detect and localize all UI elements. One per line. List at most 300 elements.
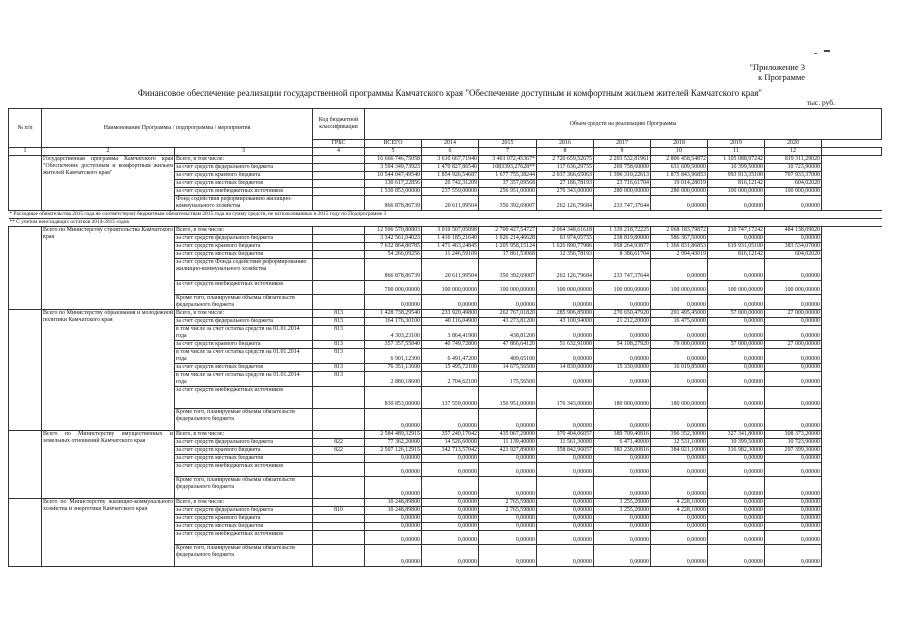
- year-value-cell: 350 392,69007: [479, 259, 537, 281]
- funding-source-cell: Кроме того, планируемые объемы обязательств федерального бюджета: [175, 545, 313, 567]
- year-value-cell: 3 864,41900: [422, 326, 479, 341]
- year-value-cell: 6 491,47200: [422, 349, 479, 364]
- funding-source-cell: за счет средств краевого бюджета: [175, 172, 313, 180]
- grbs-cell: [313, 409, 365, 431]
- year-value-cell: 0,00000: [537, 531, 594, 545]
- funding-source-cell: Всего, в том числе:: [175, 227, 313, 235]
- year-value-cell: 0,00000: [708, 455, 765, 463]
- grbs-cell: [313, 188, 365, 196]
- year-value-cell: 0,00000: [708, 463, 765, 477]
- year-value-cell: 0,00000: [651, 523, 708, 531]
- total-value-cell: 0,00000: [365, 295, 422, 310]
- year-value-cell: 0,00000: [422, 507, 479, 515]
- year-value-cell: 0,00000: [537, 515, 594, 523]
- year-value-cell: 409,65100: [479, 349, 537, 364]
- total-value-cell: 164 176,30100: [365, 318, 422, 326]
- funding-source-cell: за счет средств местных бюджетов: [175, 251, 313, 259]
- year-value-cell: 0,00000: [651, 545, 708, 567]
- grbs-cell: [313, 387, 365, 409]
- year-value-cell: 0,00000: [537, 523, 594, 531]
- year-value-cell: 100 000,00000: [537, 281, 594, 295]
- year-value-cell: 0,00000: [708, 364, 765, 372]
- total-value-cell: 0,00000: [365, 545, 422, 567]
- year-value-cell: 51 632,91000: [537, 341, 594, 349]
- year-value-cell: 0,00000: [651, 349, 708, 364]
- year-value-cell: 0,00000: [765, 409, 822, 431]
- year-value-cell: 0,00000: [708, 235, 765, 243]
- total-value-cell: 357 357,55840: [365, 341, 422, 349]
- funding-source-cell: за счет средств федерального бюджета: [175, 439, 313, 447]
- year-value-cell: 423 927,89000: [479, 447, 537, 455]
- header-year: 2019: [708, 140, 765, 148]
- header-year: 2015: [479, 140, 537, 148]
- year-value-cell: 1 366 831,86853: [651, 243, 708, 251]
- year-value-cell: 358 842,96057: [537, 447, 594, 455]
- year-value-cell: 10 723,90000: [765, 439, 822, 447]
- year-value-cell: 0,00000: [765, 499, 822, 507]
- year-value-cell: 383 534,07000: [765, 243, 822, 251]
- year-value-cell: 10 399,50000: [708, 164, 765, 172]
- year-value-cell: 0,00000: [708, 387, 765, 409]
- col-number: 6: [422, 148, 479, 156]
- program-name-cell: Всего по Министерству жилищно-коммунального хозяйства и энергетики Камчатского края: [42, 499, 175, 567]
- col-number: 5: [365, 148, 422, 156]
- year-value-cell: 0,00000: [537, 499, 594, 507]
- year-value-cell: 0,00000: [765, 455, 822, 463]
- col-number: 12: [765, 148, 822, 156]
- grbs-cell: 822: [313, 447, 365, 455]
- year-value-cell: 0,00000: [708, 507, 765, 515]
- year-value-cell: 586 367,50000: [651, 235, 708, 243]
- year-value-cell: 383 238,00816: [594, 447, 651, 455]
- year-value-cell: 1 105 088,97242: [708, 156, 765, 164]
- header-funds: Объем средств на реализацию Программы: [365, 109, 882, 140]
- year-value-cell: 21 212,20000: [594, 318, 651, 326]
- year-value-cell: 0,00000: [422, 545, 479, 567]
- funding-source-cell: Фонд содействия реформированию жилищно-коммунального хозяйства: [175, 196, 313, 211]
- table-row: [9, 431, 882, 439]
- total-value-cell: 7 632 864,80785: [365, 243, 422, 251]
- total-value-cell: 3 342 561,04023: [365, 235, 422, 243]
- year-value-cell: 276 343,00000: [537, 188, 594, 196]
- total-value-cell: 700 000,00000: [365, 281, 422, 295]
- grbs-cell: 813: [313, 341, 365, 349]
- year-value-cell: 0,00000: [422, 515, 479, 523]
- year-value-cell: 0,00000: [594, 455, 651, 463]
- grbs-cell: [313, 463, 365, 477]
- year-value-cell: 15 495,72100: [422, 364, 479, 372]
- year-value-cell: 308 373,20000: [765, 431, 822, 439]
- year-value-cell: 180 000,00000: [594, 387, 651, 409]
- year-value-cell: 0,00000: [479, 477, 537, 499]
- year-value-cell: 2 203 532,81961: [594, 156, 651, 164]
- year-value-cell: 233 747,37644: [594, 196, 651, 211]
- year-value-cell: 0,00000: [651, 295, 708, 310]
- total-value-cell: 3 594 349,73923: [365, 164, 422, 172]
- year-value-cell: 233 747,37644: [594, 259, 651, 281]
- header-code: Код бюджетной классификации: [313, 109, 365, 140]
- year-value-cell: 0,00000: [765, 463, 822, 477]
- year-value-cell: 0,00000: [651, 372, 708, 387]
- grbs-cell: 822: [313, 439, 365, 447]
- corner-mark: [824, 50, 830, 52]
- total-value-cell: 76 351,13600: [365, 364, 422, 372]
- year-value-cell: 0,00000: [479, 463, 537, 477]
- header-year: 2014: [422, 140, 479, 148]
- year-value-cell: 0,00000: [708, 545, 765, 567]
- col-number: 4: [313, 148, 365, 156]
- year-value-cell: 0,00000: [422, 295, 479, 310]
- col-number: 3: [175, 148, 313, 156]
- total-value-cell: 830 853,00000: [365, 387, 422, 409]
- year-value-cell: 6 471,40000: [594, 439, 651, 447]
- year-value-cell: 1 875 843,96853: [651, 172, 708, 180]
- year-value-cell: 3 255,20000: [594, 507, 651, 515]
- funding-source-cell: за счет средств краевого бюджета: [175, 447, 313, 455]
- year-value-cell: 0,00000: [422, 523, 479, 531]
- funding-source-cell: Всего, в том числе:: [175, 310, 313, 318]
- funding-source-cell: за счет средств внебюджетных источников: [175, 281, 313, 295]
- year-value-cell: 27 000,00000: [765, 310, 822, 318]
- year-value-cell: 0,00000: [479, 455, 537, 463]
- year-value-cell: 11 139,40000: [479, 439, 537, 447]
- year-value-cell: 357 240,17042: [422, 431, 479, 439]
- funding-source-cell: Всего, в том числе:: [175, 499, 313, 507]
- year-value-cell: 233 920,49800: [422, 310, 479, 318]
- year-value-cell: 816,12142: [708, 180, 765, 188]
- year-value-cell: 2 700 427,54727: [479, 227, 537, 235]
- funding-source-cell: Кроме того, планируемые объемы обязательств федерального бюджета: [175, 295, 313, 310]
- year-value-cell: 396 352,30000: [651, 431, 708, 439]
- year-value-cell: 0,00000: [537, 372, 594, 387]
- year-value-cell: 0,00000: [708, 318, 765, 326]
- year-value-cell: 0,00000: [708, 259, 765, 281]
- total-value-cell: 1 530 853,00000: [365, 188, 422, 196]
- funding-source-cell: за счет средств внебюджетных источников: [175, 188, 313, 196]
- total-value-cell: 10 544 047,49540: [365, 172, 422, 180]
- year-value-cell: 389 709,40816: [594, 431, 651, 439]
- year-value-cell: 0,00000: [765, 318, 822, 326]
- funding-source-cell: за счет средств краевого бюджета: [175, 341, 313, 349]
- year-value-cell: 0,00000: [479, 295, 537, 310]
- col-number: 9: [594, 148, 651, 156]
- table-row: [9, 310, 882, 318]
- total-value-cell: 866 878,86739: [365, 259, 422, 281]
- year-value-cell: 604,02020: [765, 251, 822, 259]
- year-value-cell: 1 416 185,21640: [422, 235, 479, 243]
- year-value-cell: 0,00000: [765, 295, 822, 310]
- year-value-cell: 0,00000: [765, 387, 822, 409]
- year-value-cell: 0,00000: [422, 409, 479, 431]
- document-title: Финансовое обеспечение реализации государственной программы Камчатского края "Обеспечение доступным и комфортным жильем жителей Камчатского края": [137, 88, 763, 98]
- year-value-cell: 0,00000: [708, 515, 765, 523]
- year-value-cell: 2 064 348,61618: [537, 227, 594, 235]
- year-value-cell: 20 611,99504: [422, 196, 479, 211]
- funding-source-cell: за счет средств федерального бюджета: [175, 235, 313, 243]
- funding-source-cell: Кроме того, планируемые объемы обязательств федерального бюджета: [175, 409, 313, 431]
- year-value-cell: 269 758,60000: [594, 164, 651, 172]
- col-number: 7: [479, 148, 537, 156]
- funding-source-cell: за счет средств федерального бюджета: [175, 318, 313, 326]
- year-value-cell: 11 561,30000: [537, 439, 594, 447]
- funding-source-cell: за счет средств краевого бюджета: [175, 243, 313, 251]
- year-value-cell: 0,00000: [765, 515, 822, 523]
- year-value-cell: 0,00000: [651, 463, 708, 477]
- year-value-cell: 0,00000: [537, 349, 594, 364]
- year-value-cell: 117 636,29755: [537, 164, 594, 172]
- year-value-cell: 27 000,00000: [765, 341, 822, 349]
- year-value-cell: 12 531,10000: [651, 439, 708, 447]
- year-value-cell: 2 765,59800: [479, 499, 537, 507]
- total-value-cell: 1 428 738,29540: [365, 310, 422, 318]
- funding-source-cell: за счет средств местных бюджетов: [175, 455, 313, 463]
- year-value-cell: 816,12142: [708, 251, 765, 259]
- year-value-cell: 327 341,80000: [708, 431, 765, 439]
- year-value-cell: 0,00000: [708, 499, 765, 507]
- grbs-cell: [313, 164, 365, 172]
- year-value-cell: 11 246,59109: [422, 251, 479, 259]
- financing-table: [8, 108, 882, 567]
- year-value-cell: 4 228,10000: [651, 499, 708, 507]
- grbs-cell: [313, 243, 365, 251]
- table-row: [9, 499, 882, 507]
- funding-source-cell: за счет средств федерального бюджета: [175, 164, 313, 172]
- row-number-cell: [9, 499, 42, 567]
- grbs-cell: [313, 523, 365, 531]
- year-value-cell: 0,00000: [594, 372, 651, 387]
- year-value-cell: 342 713,57042: [422, 447, 479, 455]
- grbs-cell: [313, 227, 365, 235]
- appendix-line-2: к Программе: [758, 72, 805, 82]
- year-value-cell: 0,00000: [708, 477, 765, 499]
- total-value-cell: 54 266,09256: [365, 251, 422, 259]
- year-value-cell: 100 000,00000: [651, 281, 708, 295]
- col-number: 8: [537, 148, 594, 156]
- year-value-cell: 0,00000: [537, 463, 594, 477]
- year-value-cell: 100 000,00000: [765, 281, 822, 295]
- year-value-cell: 0,00000: [594, 515, 651, 523]
- year-value-cell: 0,00000: [765, 372, 822, 387]
- grbs-cell: [313, 531, 365, 545]
- header-total: ВСЕГО: [365, 140, 422, 148]
- total-value-cell: 0,00000: [365, 515, 422, 523]
- year-value-cell: 262 126,79684: [537, 196, 594, 211]
- table-row: [9, 156, 882, 164]
- year-value-cell: 1 677 755,38244: [479, 172, 537, 180]
- year-value-cell: 100 000,00000: [708, 281, 765, 295]
- total-value-cell: 130 617,22856: [365, 180, 422, 188]
- year-value-cell: 0,00000: [479, 545, 537, 567]
- program-name-cell: Всего по Министерству образования и молодежной политики Камчатского края: [42, 310, 175, 431]
- year-value-cell: 0,00000: [422, 463, 479, 477]
- year-value-cell: 2 806 458,54872: [651, 156, 708, 164]
- year-value-cell: 256 951,00000: [479, 188, 537, 196]
- total-value-cell: 16 666 746,75058: [365, 156, 422, 164]
- funding-source-cell: за счет средств местных бюджетов: [175, 180, 313, 188]
- year-value-cell: 438,81200: [479, 326, 537, 341]
- year-value-cell: 435 067,29000: [479, 431, 537, 439]
- year-value-cell: 0,00000: [651, 196, 708, 211]
- year-value-cell: 0,00000: [479, 531, 537, 545]
- year-value-cell: 280 000,00000: [651, 188, 708, 196]
- grbs-cell: [313, 477, 365, 499]
- funding-source-cell: за счет средств внебюджетных источников: [175, 463, 313, 477]
- year-value-cell: 0,00000: [765, 349, 822, 364]
- funding-source-cell: в том числе за счет остатка средств на 01.01.2014 года: [175, 349, 313, 364]
- funding-source-cell: за счет средств внебюджетных источников: [175, 531, 313, 545]
- year-value-cell: 0,00000: [708, 349, 765, 364]
- year-value-cell: 3 019 507,05098: [422, 227, 479, 235]
- year-value-cell: 0,00000: [765, 196, 822, 211]
- year-value-cell: 0,00000: [708, 326, 765, 341]
- funding-source-cell: в том числе за счет остатка средств на 01.01.2014 года: [175, 326, 313, 341]
- grbs-cell: [313, 235, 365, 243]
- year-value-cell: 2 994,43019: [651, 251, 708, 259]
- total-value-cell: 6 901,12300: [365, 349, 422, 364]
- year-value-cell: 0,00000: [651, 477, 708, 499]
- year-value-cell: 43 100,94000: [537, 318, 594, 326]
- year-value-cell: 631 609,50000: [651, 164, 708, 172]
- year-value-cell: 1 470 827,86540: [422, 164, 479, 172]
- grbs-cell: [313, 180, 365, 188]
- year-value-cell: 0,00000: [651, 409, 708, 431]
- funding-source-cell: за счет средств местных бюджетов: [175, 364, 313, 372]
- year-value-cell: 0,00000: [765, 364, 822, 372]
- year-value-cell: 0,00000: [537, 507, 594, 515]
- col-number: 11: [708, 148, 765, 156]
- year-value-cell: 63 974,05755: [537, 235, 594, 243]
- grbs-cell: [313, 156, 365, 164]
- year-value-cell: 1083393,27628**: [479, 164, 537, 172]
- footnote-text: * Расходные обязательства 2015 года не соответствуют бюджетным обязательствам 2015 года на сумму средств, не использованных в 2015 году по Подпрограмме 3: [9, 211, 882, 219]
- year-value-cell: 0,00000: [479, 523, 537, 531]
- year-value-cell: 707 933,37000: [765, 172, 822, 180]
- year-value-cell: 0,00000: [537, 295, 594, 310]
- header-year: 2018: [651, 140, 708, 148]
- funding-source-cell: за счет средств краевого бюджета: [175, 515, 313, 523]
- year-value-cell: 0,00000: [537, 326, 594, 341]
- total-value-cell: 0,00000: [365, 409, 422, 431]
- grbs-cell: [313, 515, 365, 523]
- year-value-cell: 3 610 667,71940: [422, 156, 479, 164]
- year-value-cell: 2 704,62100: [422, 372, 479, 387]
- year-value-cell: 0,00000: [651, 326, 708, 341]
- year-value-cell: 47 866,64120: [479, 341, 537, 349]
- year-value-cell: 0,00000: [708, 531, 765, 545]
- year-value-cell: 0,00000: [765, 477, 822, 499]
- year-value-cell: 262 767,01820: [479, 310, 537, 318]
- col-number: 10: [651, 148, 708, 156]
- year-value-cell: 2 765,59800: [479, 507, 537, 515]
- year-value-cell: 54 108,27920: [594, 341, 651, 349]
- year-value-cell: 0,00000: [708, 409, 765, 431]
- year-value-cell: 3 401 072,45367*: [479, 156, 537, 164]
- funding-source-cell: за счет средств местных бюджетов: [175, 523, 313, 531]
- year-value-cell: 0,00000: [479, 409, 537, 431]
- year-value-cell: 0,00000: [594, 477, 651, 499]
- year-value-cell: 100 000,00000: [765, 188, 822, 196]
- year-value-cell: 15 330,00000: [594, 364, 651, 372]
- year-value-cell: 100 000,00000: [479, 281, 537, 295]
- year-value-cell: 2 037 366,65063: [537, 172, 594, 180]
- year-value-cell: 1 854 926,54687: [422, 172, 479, 180]
- year-value-cell: 0,00000: [765, 326, 822, 341]
- year-value-cell: 0,00000: [594, 326, 651, 341]
- year-value-cell: 1 471 463,24845: [422, 243, 479, 251]
- units-label: тыс. руб.: [806, 98, 835, 107]
- year-value-cell: 57 000,00000: [708, 341, 765, 349]
- year-value-cell: 1 339 218,72225: [594, 227, 651, 235]
- year-value-cell: 0,00000: [594, 463, 651, 477]
- row-number-cell: [9, 310, 42, 431]
- year-value-cell: 100 000,00000: [708, 188, 765, 196]
- year-value-cell: 0,00000: [594, 295, 651, 310]
- year-value-cell: 316 982,30000: [708, 447, 765, 455]
- footnote-row: [9, 211, 882, 219]
- year-value-cell: 819 311,29020: [765, 156, 822, 164]
- year-value-cell: 14 526,60000: [422, 439, 479, 447]
- grbs-cell: [313, 196, 365, 211]
- grbs-cell: 813: [313, 326, 365, 341]
- total-value-cell: 866 878,86739: [365, 196, 422, 211]
- total-value-cell: 10 248,89800: [365, 499, 422, 507]
- year-value-cell: 0,00000: [594, 545, 651, 567]
- year-value-cell: 1 626 890,77986: [537, 243, 594, 251]
- year-value-cell: 297 399,30000: [765, 447, 822, 455]
- year-value-cell: 0,00000: [651, 531, 708, 545]
- funding-source-cell: за счет средств внебюджетных источников: [175, 387, 313, 409]
- year-value-cell: 156 951,00000: [479, 387, 537, 409]
- row-number-cell: [9, 431, 42, 499]
- year-value-cell: 291 495,45000: [651, 310, 708, 318]
- year-value-cell: 4 228,10000: [651, 507, 708, 515]
- column-number-row: [9, 148, 882, 156]
- funding-source-cell: Кроме того, планируемые объемы обязательств федерального бюджета: [175, 477, 313, 499]
- total-value-cell: 4 303,23100: [365, 326, 422, 341]
- table-row: [9, 227, 882, 235]
- year-value-cell: 57 000,00000: [708, 310, 765, 318]
- year-value-cell: 0,00000: [422, 499, 479, 507]
- year-value-cell: 0,00000: [594, 349, 651, 364]
- header-grbs: ГРБС: [313, 140, 365, 148]
- year-value-cell: 0,00000: [708, 295, 765, 310]
- grbs-cell: 813: [313, 364, 365, 372]
- year-value-cell: 484 138,09020: [765, 227, 822, 235]
- year-value-cell: 0,00000: [708, 196, 765, 211]
- program-name-cell: Всего по Министерству строительства Камчатского края: [42, 227, 175, 310]
- year-value-cell: 27 186,78193: [537, 180, 594, 188]
- year-value-cell: 0,00000: [651, 259, 708, 281]
- funding-source-cell: за счет средств федерального бюджета: [175, 507, 313, 515]
- year-value-cell: 16 019,85000: [651, 364, 708, 372]
- year-value-cell: 0,00000: [594, 409, 651, 431]
- year-value-cell: 0,00000: [765, 523, 822, 531]
- year-value-cell: 958 264,93877: [594, 243, 651, 251]
- total-value-cell: 0,00000: [365, 523, 422, 531]
- year-value-cell: 100 000,00000: [594, 281, 651, 295]
- year-value-cell: 280 000,00000: [594, 188, 651, 196]
- year-value-cell: 2 720 659,52675: [537, 156, 594, 164]
- year-value-cell: 16 475,60000: [651, 318, 708, 326]
- year-value-cell: 23 716,61704: [594, 180, 651, 188]
- total-value-cell: 2 507 126,12915: [365, 447, 422, 455]
- total-value-cell: 10 248,89800: [365, 507, 422, 515]
- year-value-cell: 20 611,99504: [422, 259, 479, 281]
- year-value-cell: 0,00000: [537, 409, 594, 431]
- year-value-cell: 210 747,17242: [708, 227, 765, 235]
- grbs-cell: [313, 545, 365, 567]
- grbs-cell: [313, 172, 365, 180]
